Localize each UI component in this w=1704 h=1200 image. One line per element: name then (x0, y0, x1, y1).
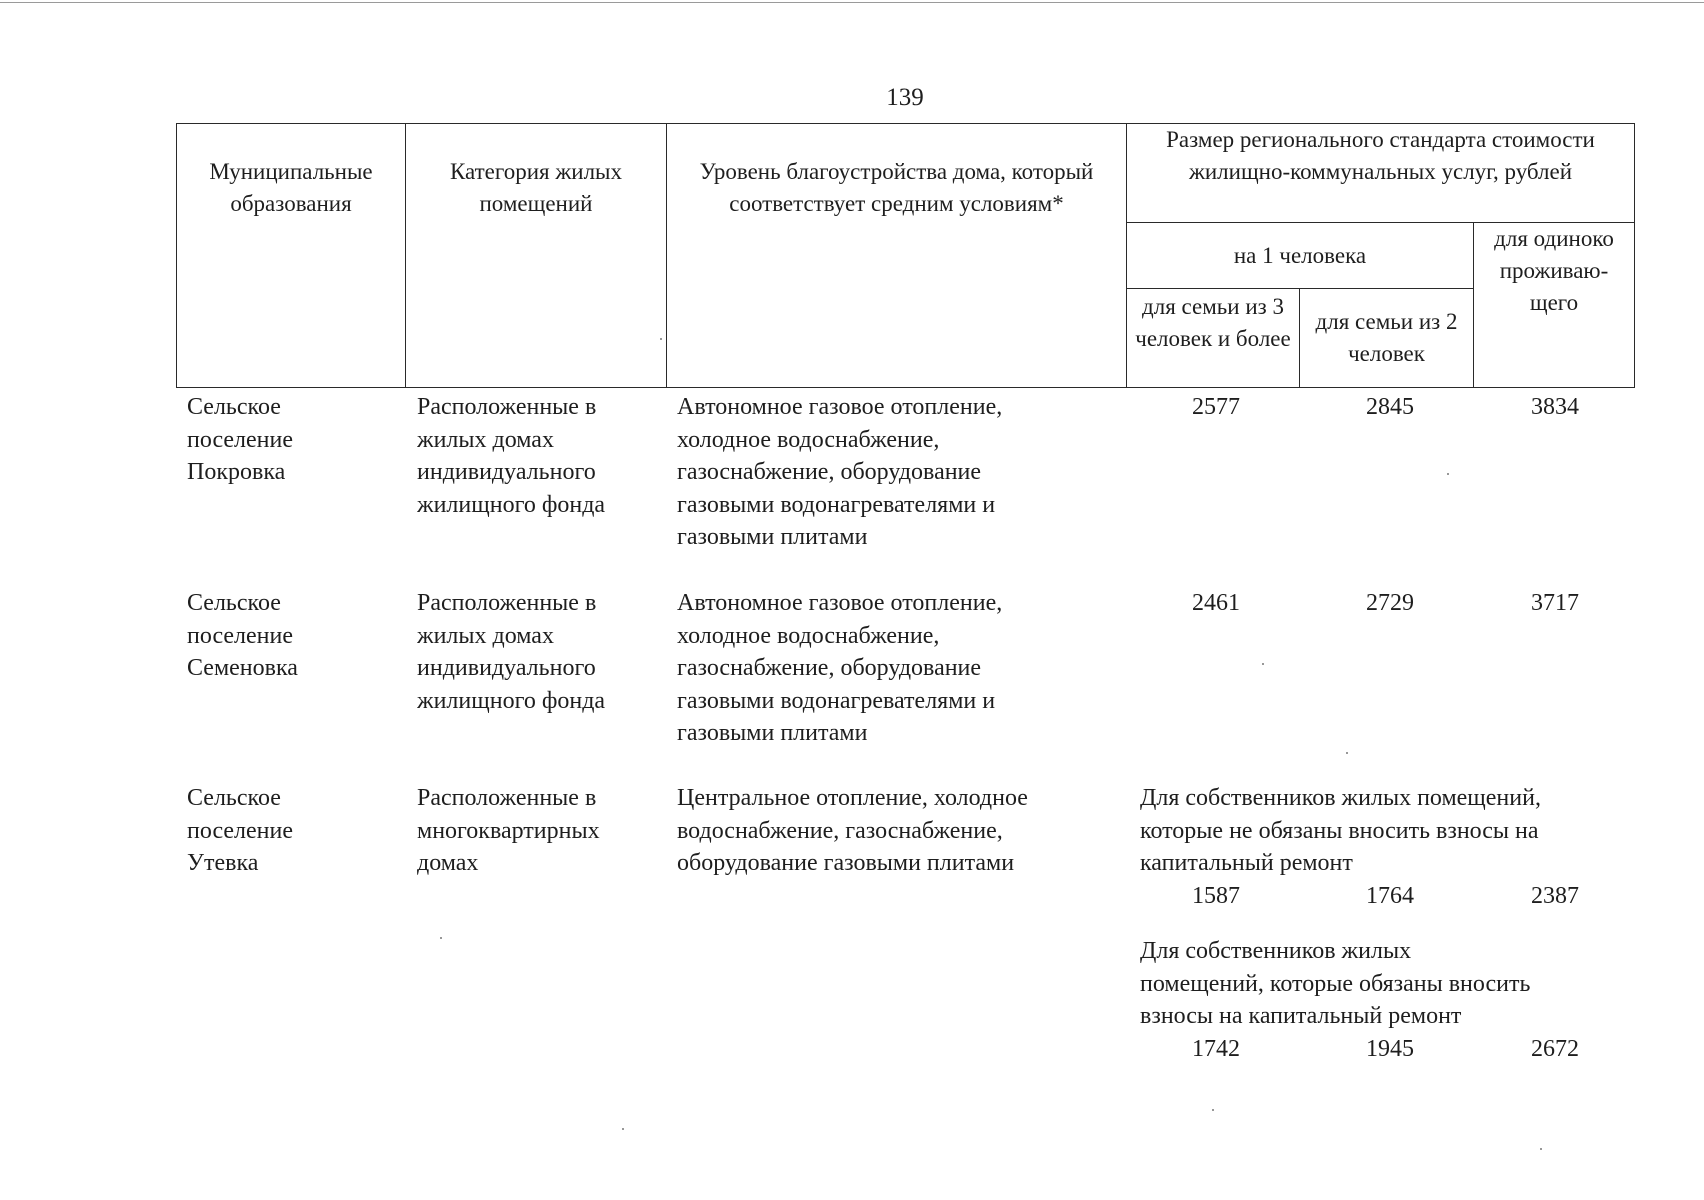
table-header (176, 123, 1635, 388)
top-rule (0, 2, 1704, 3)
row-2-municipality: Сельское поселение Семеновка (187, 590, 298, 681)
row-2-single: 3717 (1531, 590, 1579, 616)
row-3a-single: 2387 (1531, 883, 1579, 909)
header-single: для одиноко проживаю-щего (1474, 223, 1635, 388)
row-1-improvement-level: Автономное газовое отопление, холодное водоснабжение, газоснабжение, оборудование газовыми водонагревателями и газовыми плитами (677, 394, 1003, 550)
scan-speck (440, 937, 442, 939)
row-2-family-3: 2461 (1192, 590, 1240, 616)
header-family-3: для семьи из 3 человек и более (1127, 289, 1300, 388)
row-3a-family-3: 1587 (1192, 883, 1240, 909)
row-3b-family-2: 1945 (1366, 1036, 1414, 1062)
scan-speck (622, 1128, 624, 1130)
scan-speck (1212, 1109, 1214, 1111)
header-per-person: на 1 человека (1127, 223, 1474, 289)
header-category: Категория жилых помещений (406, 124, 667, 388)
row-3-improvement-level: Центральное отопление, холодное водоснабжение, газоснабжение, оборудование газовыми плитами (677, 785, 1028, 876)
row-3a-family-2: 1764 (1366, 883, 1414, 909)
scan-speck (1262, 663, 1264, 665)
row-1-family-2: 2845 (1366, 394, 1414, 420)
row-2-family-2: 2729 (1366, 590, 1414, 616)
row-2-category: Расположенные в жилых домах индивидуального жилищного фонда (417, 590, 606, 714)
page-number: 139 (886, 84, 924, 111)
header-family-2: для семьи из 2 человек (1300, 289, 1474, 388)
row-3b-single: 2672 (1531, 1036, 1579, 1062)
scan-speck (1447, 473, 1449, 475)
row-3-note-no-capital-repair: Для собственников жилых помещений, которые не обязаны вносить взносы на капитальный ремонт (1140, 785, 1541, 876)
row-3-municipality: Сельское поселение Утевка (187, 785, 294, 876)
row-1-single: 3834 (1531, 394, 1579, 420)
row-2-improvement-level: Автономное газовое отопление, холодное водоснабжение, газоснабжение, оборудование газовыми водонагревателями и газовыми плитами (677, 590, 1003, 746)
scan-speck (1540, 1148, 1542, 1150)
header-improvement-level: Уровень благоустройства дома, который соответствует средним условиям* (667, 124, 1127, 388)
header-standard-size: Размер регионального стандарта стоимости жилищно-коммунальных услуг, рублей (1127, 124, 1635, 223)
row-3-category: Расположенные в многоквартирных домах (417, 785, 600, 876)
row-3b-family-3: 1742 (1192, 1036, 1240, 1062)
row-3-note-capital-repair: Для собственников жилых помещений, которые обязаны вносить взносы на капитальный ремонт (1140, 938, 1531, 1029)
header-municipality: Муниципальные образования (177, 124, 406, 388)
row-1-municipality: Сельское поселение Покровка (187, 394, 294, 485)
scan-speck (660, 338, 662, 340)
row-1-family-3: 2577 (1192, 394, 1240, 420)
scan-speck (1346, 752, 1348, 754)
row-1-category: Расположенные в жилых домах индивидуального жилищного фонда (417, 394, 606, 518)
